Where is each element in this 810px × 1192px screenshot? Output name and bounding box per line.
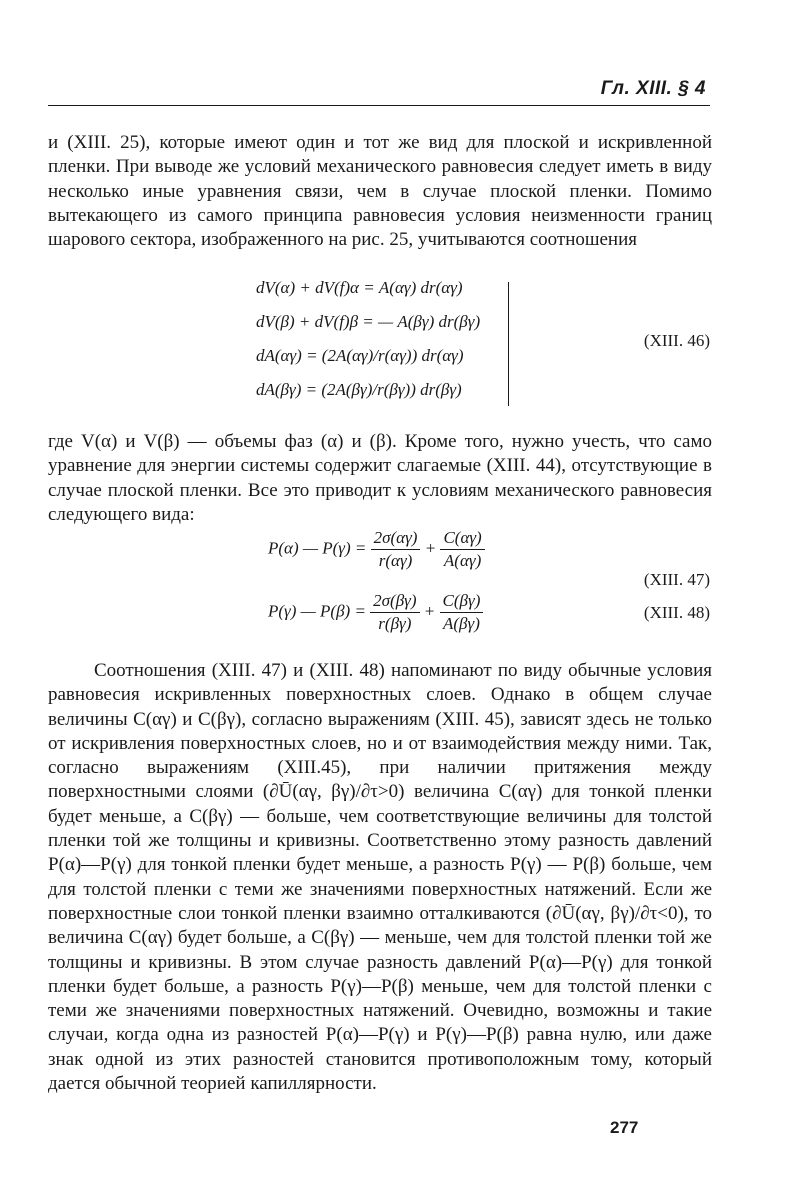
equation-system-bracket — [508, 282, 509, 406]
equation-48-lhs: P(γ) — P(β) = — [268, 601, 366, 621]
equation-system-46 — [256, 278, 516, 412]
equation-47-numerator-1: 2σ(αγ) — [371, 528, 421, 550]
equation-label-46: (XIII. 46) — [643, 331, 710, 350]
equation-47-denominator-1: r(αγ) — [378, 551, 413, 570]
page-number: 277 — [610, 1118, 639, 1137]
equation-48-numerator-2: C(βγ) — [440, 591, 484, 613]
equation-47-fraction-1 — [371, 528, 421, 571]
equation-47-numerator-2: C(αγ) — [440, 528, 484, 550]
equation-47-denominator-2: A(αγ) — [443, 551, 482, 570]
equation-48-denominator-1: r(βγ) — [378, 614, 412, 633]
equation-line-3: dA(αγ) = (2A(αγ)/r(αγ)) dr(αγ) — [256, 346, 464, 365]
equation-47-fraction-2 — [440, 528, 484, 571]
paragraph-discussion: Соотношения (XIII. 47) и (XIII. 48) напоминают по виду обычные условия равновесия искривленных поверхностных слоев. Однако в общем случае величины C(αγ) и C(βγ), согласно выражениям (XIII. 45), зависят здесь не только от искривления поверхностных слоев, но и от взаимодействия между ними. Так, согласно выражениям (XIII.45), при наличии притяжения между поверхностными слоями (∂Ū(αγ, βγ)/∂τ>0) величина C(αγ) для тонкой пленки будет меньше, а C(βγ) — больше, чем соответствующие величины для толстой пленки той же толщины и кривизны. Соответственно этому разность давлений P(α)—P(γ) для тонкой пленки будет меньше, а разность P(γ) — P(β) больше, чем для толстой пленки с теми же значениями поверхностных натяжений. Если же поверхностные слои тонкой пленки взаимно отталкиваются (∂Ū(αγ, βγ)/∂τ<0), то величина C(αγ) будет больше, а C(βγ) — меньше, чем для толстой пленки той же толщины и кривизны. В этом случае разность давлений P(α)—P(γ) для тонкой пленки будет больше, а разность P(γ)—P(β) меньше, чем для толстой пленки с теми же значениями поверхностных натяжений. Очевидно, возможны и такие случаи, когда одна из разностей P(α)—P(γ) и P(γ)—P(β) равна нулю, или даже знак одной из этих разностей становится противоположным тому, который дается обычной теорией капиллярности. — [48, 660, 712, 1095]
equation-48-plus: + — [423, 601, 436, 621]
equation-48 — [268, 591, 483, 634]
equation-48-fraction-1 — [370, 591, 419, 634]
equation-line-4: dA(βγ) = (2A(βγ)/r(βγ)) dr(βγ) — [256, 380, 462, 399]
running-header — [0, 78, 810, 108]
equation-48-denominator-2: A(βγ) — [443, 614, 480, 633]
equation-line-2: dV(β) + dV(f)β = — A(βγ) dr(βγ) — [256, 312, 481, 331]
equation-47 — [268, 528, 485, 571]
equation-48-fraction-2 — [440, 591, 484, 634]
equation-47-lhs: P(α) — P(γ) = — [268, 538, 367, 558]
equation-label-48: (XIII. 48) — [643, 603, 710, 622]
equation-label-47: (XIII. 47) — [643, 570, 710, 589]
equation-48-numerator-1: 2σ(βγ) — [370, 591, 419, 613]
paragraph-volumes: где V(α) и V(β) — объемы фаз (α) и (β). Кроме того, нужно учесть, что само уравнение для энергии системы содержит слагаемые (XIII. 44), отсутствующие в случае плоской пленки. Все это приводит к условиям механического равновесия следующего вида: — [48, 431, 712, 525]
paragraph-intro: и (XIII. 25), которые имеют один и тот же вид для плоской и искривленной пленки. При выводе же условий механического равновесия следует иметь в виду несколько иные уравнения связи, чем в случае плоской пленки. Помимо вытекающего из самого принципа равновесия условия неизменности границ шарового сектора, изображенного на рис. 25, учитываются соотношения — [48, 132, 712, 251]
equation-line-1: dV(α) + dV(f)α = A(αγ) dr(αγ) — [256, 278, 463, 297]
section-reference: Гл. XIII. § 4 — [600, 78, 706, 99]
header-rule — [48, 105, 710, 106]
equation-47-plus: + — [424, 538, 437, 558]
